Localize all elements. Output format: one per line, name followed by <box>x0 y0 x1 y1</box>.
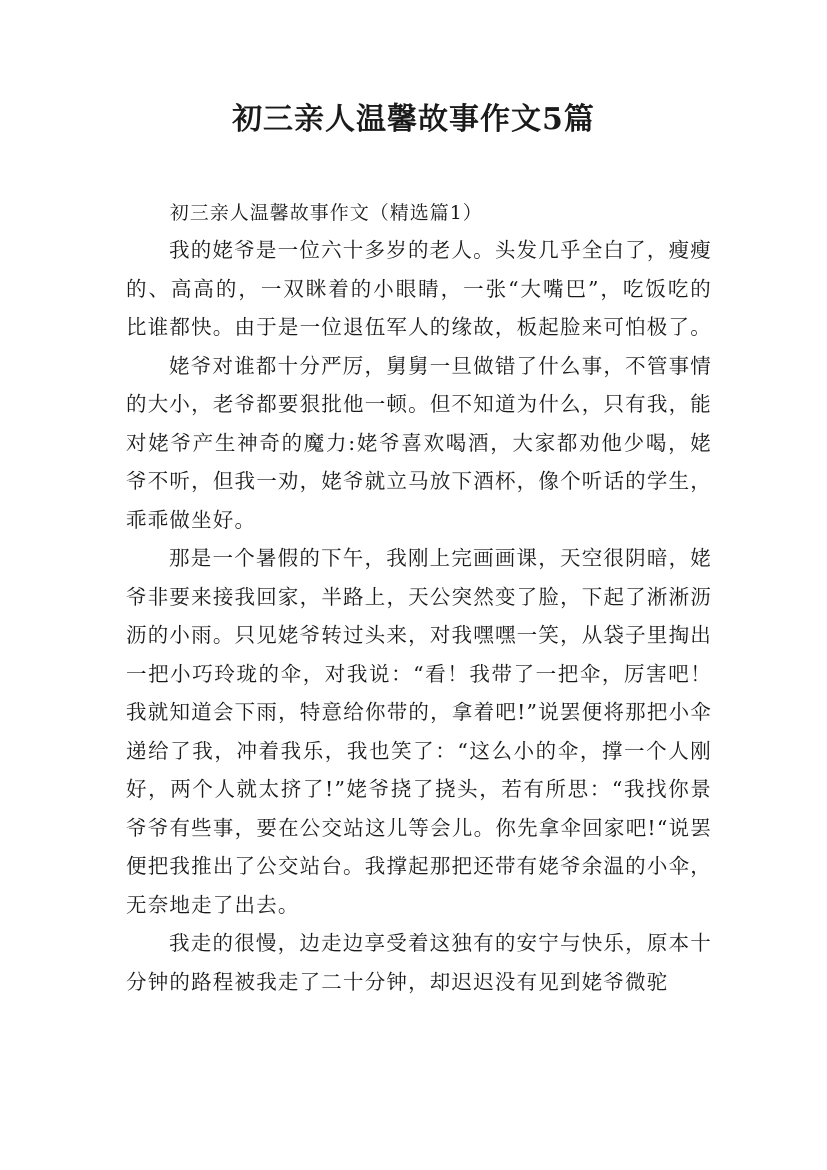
paragraph-1: 我的姥爷是一位六十多岁的老人。头发几乎全白了，瘦瘦的、高高的，一双眯着的小眼睛，一张“大嘴巴”，吃饭吃的比谁都快。由于是一位退伍军人的缘故，板起脸来可怕极了。 <box>126 238 712 339</box>
document-title: 初三亲人温馨故事作文5篇 <box>232 102 595 137</box>
section-subtitle: 初三亲人温馨故事作文（精选篇1） <box>169 202 483 224</box>
paragraph-3: 那是一个暑假的下午，我刚上完画画课，天空很阴暗，姥爷非要来接我回家，半路上，天公突然变了脸，下起了淅淅沥沥的小雨。只见姥爷转过头来，对我嘿嘿一笑，从袋子里掏出一把小巧玲珑的伞，对我说：“看！我带了一把伞，厉害吧！我就知道会下雨，特意给你带的，拿着吧!”说罢便将那把小伞递给了我，冲着我乐，我也笑了：“这么小的伞，撑一个人刚好，两个人就太挤了!”姥爷挠了挠头，若有所思：“我找你景爷爷有些事，要在公交站这儿等会儿。你先拿伞回家吧!“说罢便把我推出了公交站台。我撑起那把还带有姥爷余温的小伞，无奈地走了出去。 <box>126 546 712 917</box>
paragraph-2: 姥爷对谁都十分严厉，舅舅一旦做错了什么事，不管事情的大小，老爷都要狠批他一顿。但不知道为什么，只有我，能对姥爷产生神奇的魔力:姥爷喜欢喝酒，大家都劝他少喝，姥爷不听，但我一劝，姥爷就立马放下酒杯，像个听话的学生，乖乖做坐好。 <box>126 353 712 532</box>
paragraph-4: 我走的很慢，边走边享受着这独有的安宁与快乐，原本十分钟的路程被我走了二十分钟，却迟迟没有见到姥爷微驼 <box>126 931 712 994</box>
document-body <box>126 195 712 1001</box>
